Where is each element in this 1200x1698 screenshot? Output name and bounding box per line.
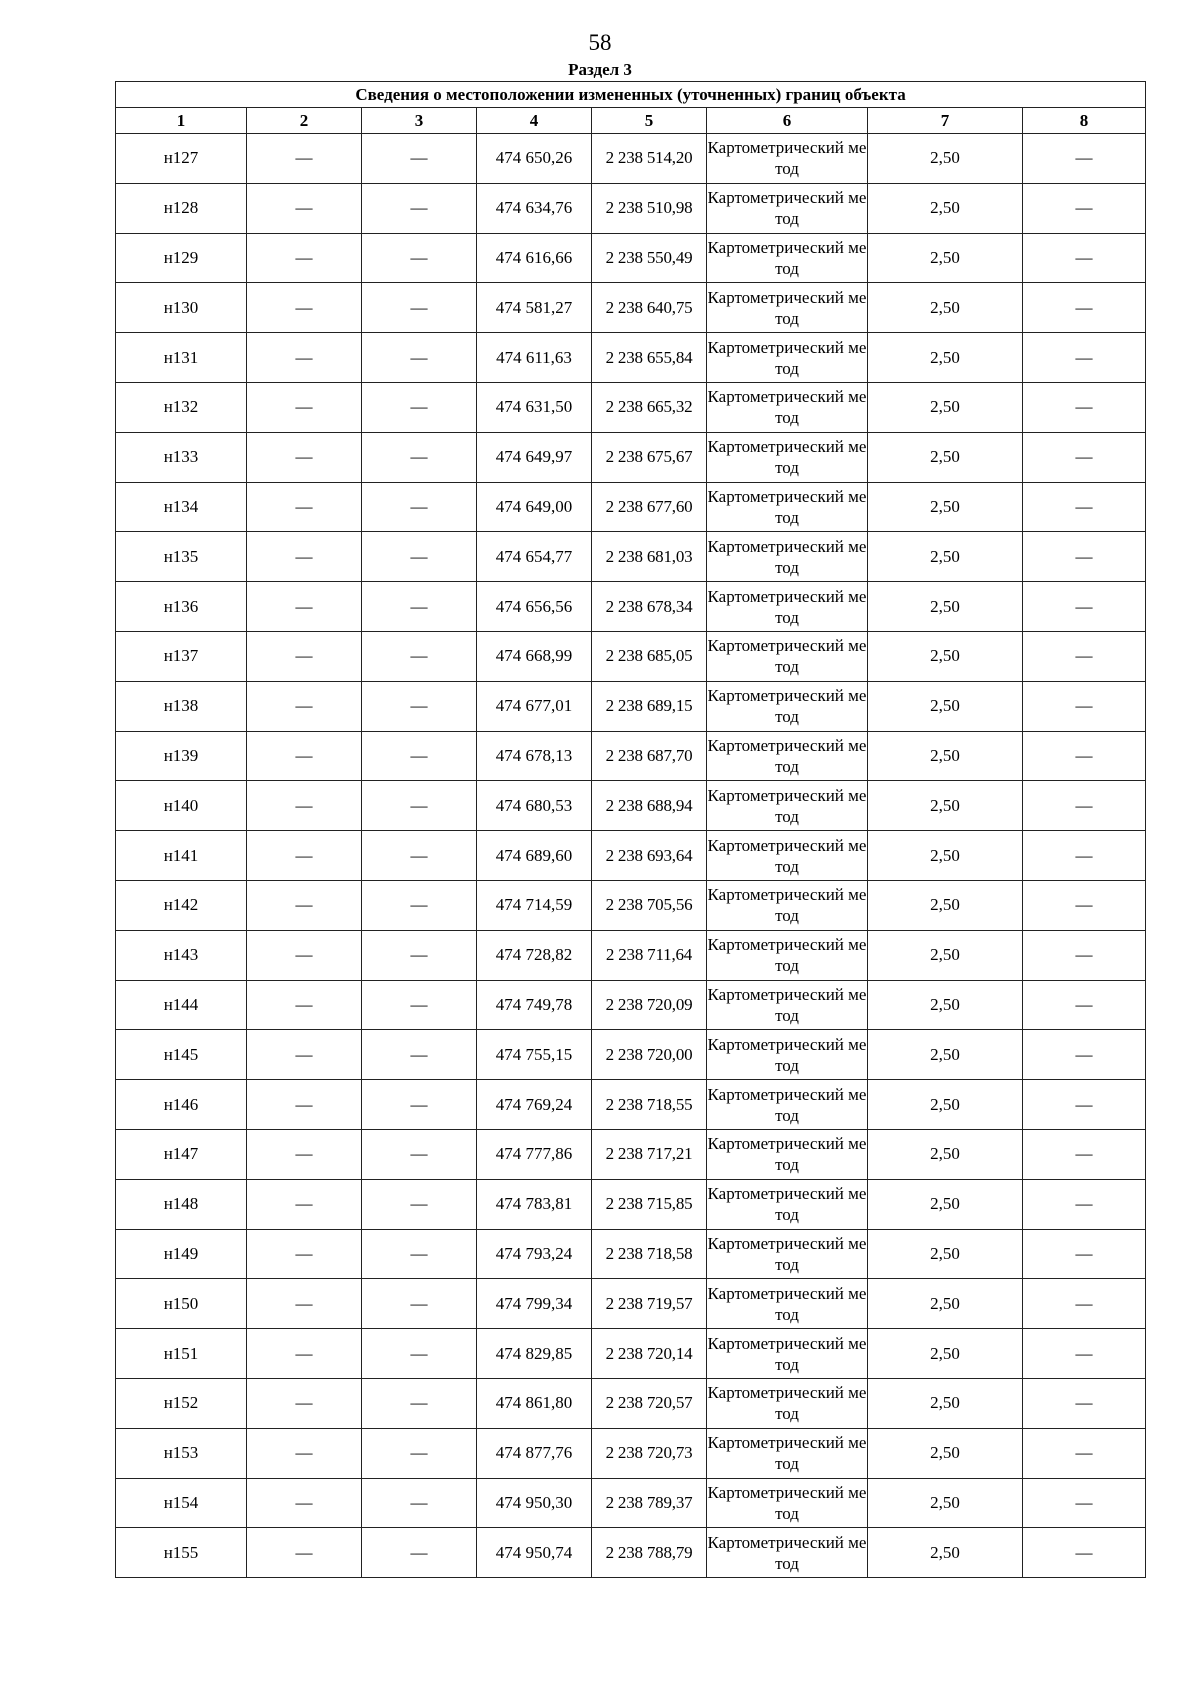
x-coordinate-cell: 474 656,56 xyxy=(477,582,592,632)
table-row xyxy=(116,1528,1146,1578)
x-coordinate-cell: 474 611,63 xyxy=(477,333,592,383)
method-cell: Картометрический метод xyxy=(707,1478,868,1528)
col3-cell: — xyxy=(362,233,477,283)
method-cell: Картометрический метод xyxy=(707,681,868,731)
y-coordinate-cell: 2 238 711,64 xyxy=(592,930,707,980)
method-cell: Картометрический метод xyxy=(707,1179,868,1229)
accuracy-cell: 2,50 xyxy=(868,1329,1023,1379)
y-coordinate-cell: 2 238 687,70 xyxy=(592,731,707,781)
col2-cell: — xyxy=(247,1428,362,1478)
col3-cell: — xyxy=(362,1528,477,1578)
method-cell: Картометрический метод xyxy=(707,831,868,881)
col3-cell: — xyxy=(362,183,477,233)
section-title: Раздел 3 xyxy=(568,60,632,79)
method-cell: Картометрический метод xyxy=(707,134,868,184)
col2-cell: — xyxy=(247,980,362,1030)
y-coordinate-cell: 2 238 718,55 xyxy=(592,1080,707,1130)
accuracy-cell: 2,50 xyxy=(868,1428,1023,1478)
y-coordinate-cell: 2 238 720,57 xyxy=(592,1378,707,1428)
point-id-cell: н146 xyxy=(116,1080,247,1130)
y-coordinate-cell: 2 238 789,37 xyxy=(592,1478,707,1528)
y-coordinate-cell: 2 238 681,03 xyxy=(592,532,707,582)
col8-cell: — xyxy=(1023,1378,1146,1428)
y-coordinate-cell: 2 238 719,57 xyxy=(592,1279,707,1329)
y-coordinate-cell: 2 238 720,09 xyxy=(592,980,707,1030)
point-id-cell: н148 xyxy=(116,1179,247,1229)
column-header: 1 xyxy=(116,108,247,134)
point-id-cell: н144 xyxy=(116,980,247,1030)
col3-cell: — xyxy=(362,1129,477,1179)
col8-cell: — xyxy=(1023,731,1146,781)
col8-cell: — xyxy=(1023,283,1146,333)
accuracy-cell: 2,50 xyxy=(868,831,1023,881)
col3-cell: — xyxy=(362,482,477,532)
y-coordinate-cell: 2 238 788,79 xyxy=(592,1528,707,1578)
y-coordinate-cell: 2 238 677,60 xyxy=(592,482,707,532)
point-id-cell: н139 xyxy=(116,731,247,781)
y-coordinate-cell: 2 238 689,15 xyxy=(592,681,707,731)
method-cell: Картометрический метод xyxy=(707,183,868,233)
table-row xyxy=(116,1279,1146,1329)
col3-cell: — xyxy=(362,930,477,980)
x-coordinate-cell: 474 755,15 xyxy=(477,1030,592,1080)
method-cell: Картометрический метод xyxy=(707,880,868,930)
col3-cell: — xyxy=(362,1080,477,1130)
col3-cell: — xyxy=(362,1329,477,1379)
col8-cell: — xyxy=(1023,631,1146,681)
col8-cell: — xyxy=(1023,582,1146,632)
x-coordinate-cell: 474 677,01 xyxy=(477,681,592,731)
col8-cell: — xyxy=(1023,333,1146,383)
column-header: 4 xyxy=(477,108,592,134)
x-coordinate-cell: 474 793,24 xyxy=(477,1229,592,1279)
table-body xyxy=(116,134,1146,1578)
point-id-cell: н142 xyxy=(116,880,247,930)
method-cell: Картометрический метод xyxy=(707,532,868,582)
x-coordinate-cell: 474 631,50 xyxy=(477,382,592,432)
point-id-cell: н154 xyxy=(116,1478,247,1528)
x-coordinate-cell: 474 783,81 xyxy=(477,1179,592,1229)
point-id-cell: н131 xyxy=(116,333,247,383)
col3-cell: — xyxy=(362,631,477,681)
x-coordinate-cell: 474 678,13 xyxy=(477,731,592,781)
method-cell: Картометрический метод xyxy=(707,731,868,781)
method-cell: Картометрический метод xyxy=(707,582,868,632)
accuracy-cell: 2,50 xyxy=(868,1129,1023,1179)
accuracy-cell: 2,50 xyxy=(868,731,1023,781)
col3-cell: — xyxy=(362,333,477,383)
table-row xyxy=(116,1129,1146,1179)
y-coordinate-cell: 2 238 705,56 xyxy=(592,880,707,930)
accuracy-cell: 2,50 xyxy=(868,283,1023,333)
point-id-cell: н153 xyxy=(116,1428,247,1478)
col2-cell: — xyxy=(247,930,362,980)
y-coordinate-cell: 2 238 720,73 xyxy=(592,1428,707,1478)
table-row xyxy=(116,880,1146,930)
accuracy-cell: 2,50 xyxy=(868,582,1023,632)
table-row xyxy=(116,681,1146,731)
table-row xyxy=(116,1229,1146,1279)
y-coordinate-cell: 2 238 688,94 xyxy=(592,781,707,831)
method-cell: Картометрический метод xyxy=(707,1329,868,1379)
y-coordinate-cell: 2 238 720,14 xyxy=(592,1329,707,1379)
col2-cell: — xyxy=(247,831,362,881)
table-row xyxy=(116,532,1146,582)
point-id-cell: н151 xyxy=(116,1329,247,1379)
accuracy-cell: 2,50 xyxy=(868,382,1023,432)
table-row xyxy=(116,382,1146,432)
point-id-cell: н132 xyxy=(116,382,247,432)
col2-cell: — xyxy=(247,631,362,681)
col2-cell: — xyxy=(247,183,362,233)
x-coordinate-cell: 474 668,99 xyxy=(477,631,592,681)
accuracy-cell: 2,50 xyxy=(868,233,1023,283)
col8-cell: — xyxy=(1023,930,1146,980)
y-coordinate-cell: 2 238 655,84 xyxy=(592,333,707,383)
table-row xyxy=(116,582,1146,632)
col3-cell: — xyxy=(362,134,477,184)
table-row xyxy=(116,1428,1146,1478)
col3-cell: — xyxy=(362,283,477,333)
x-coordinate-cell: 474 728,82 xyxy=(477,930,592,980)
accuracy-cell: 2,50 xyxy=(868,781,1023,831)
method-cell: Картометрический метод xyxy=(707,930,868,980)
table-row xyxy=(116,1080,1146,1130)
x-coordinate-cell: 474 649,97 xyxy=(477,432,592,482)
accuracy-cell: 2,50 xyxy=(868,183,1023,233)
point-id-cell: н145 xyxy=(116,1030,247,1080)
col3-cell: — xyxy=(362,1179,477,1229)
col2-cell: — xyxy=(247,582,362,632)
method-cell: Картометрический метод xyxy=(707,432,868,482)
table-caption: Сведения о местоположении измененных (уточненных) границ объекта xyxy=(116,82,1146,108)
point-id-cell: н147 xyxy=(116,1129,247,1179)
col3-cell: — xyxy=(362,1229,477,1279)
col3-cell: — xyxy=(362,1478,477,1528)
y-coordinate-cell: 2 238 715,85 xyxy=(592,1179,707,1229)
table-caption-row xyxy=(116,82,1146,108)
method-cell: Картометрический метод xyxy=(707,1279,868,1329)
table-row xyxy=(116,432,1146,482)
accuracy-cell: 2,50 xyxy=(868,1229,1023,1279)
point-id-cell: н152 xyxy=(116,1378,247,1428)
column-header: 5 xyxy=(592,108,707,134)
col2-cell: — xyxy=(247,1528,362,1578)
col8-cell: — xyxy=(1023,1229,1146,1279)
col3-cell: — xyxy=(362,781,477,831)
accuracy-cell: 2,50 xyxy=(868,1378,1023,1428)
x-coordinate-cell: 474 749,78 xyxy=(477,980,592,1030)
col2-cell: — xyxy=(247,382,362,432)
col2-cell: — xyxy=(247,333,362,383)
table-row xyxy=(116,333,1146,383)
col8-cell: — xyxy=(1023,781,1146,831)
col8-cell: — xyxy=(1023,1279,1146,1329)
method-cell: Картометрический метод xyxy=(707,1229,868,1279)
col3-cell: — xyxy=(362,880,477,930)
method-cell: Картометрический метод xyxy=(707,631,868,681)
x-coordinate-cell: 474 799,34 xyxy=(477,1279,592,1329)
method-cell: Картометрический метод xyxy=(707,1129,868,1179)
point-id-cell: н137 xyxy=(116,631,247,681)
col8-cell: — xyxy=(1023,1329,1146,1379)
table-row xyxy=(116,233,1146,283)
method-cell: Картометрический метод xyxy=(707,382,868,432)
accuracy-cell: 2,50 xyxy=(868,1179,1023,1229)
x-coordinate-cell: 474 714,59 xyxy=(477,880,592,930)
table-row xyxy=(116,980,1146,1030)
table-row xyxy=(116,1378,1146,1428)
col2-cell: — xyxy=(247,880,362,930)
col3-cell: — xyxy=(362,1428,477,1478)
y-coordinate-cell: 2 238 693,64 xyxy=(592,831,707,881)
col3-cell: — xyxy=(362,382,477,432)
point-id-cell: н155 xyxy=(116,1528,247,1578)
col8-cell: — xyxy=(1023,880,1146,930)
method-cell: Картометрический метод xyxy=(707,233,868,283)
col3-cell: — xyxy=(362,831,477,881)
accuracy-cell: 2,50 xyxy=(868,681,1023,731)
accuracy-cell: 2,50 xyxy=(868,134,1023,184)
y-coordinate-cell: 2 238 510,98 xyxy=(592,183,707,233)
table-row xyxy=(116,930,1146,980)
accuracy-cell: 2,50 xyxy=(868,1528,1023,1578)
y-coordinate-cell: 2 238 514,20 xyxy=(592,134,707,184)
method-cell: Картометрический метод xyxy=(707,1378,868,1428)
col8-cell: — xyxy=(1023,432,1146,482)
col3-cell: — xyxy=(362,532,477,582)
x-coordinate-cell: 474 861,80 xyxy=(477,1378,592,1428)
table-row xyxy=(116,781,1146,831)
x-coordinate-cell: 474 634,76 xyxy=(477,183,592,233)
method-cell: Картометрический метод xyxy=(707,1428,868,1478)
method-cell: Картометрический метод xyxy=(707,283,868,333)
col8-cell: — xyxy=(1023,1080,1146,1130)
point-id-cell: н129 xyxy=(116,233,247,283)
point-id-cell: н128 xyxy=(116,183,247,233)
col2-cell: — xyxy=(247,1229,362,1279)
point-id-cell: н127 xyxy=(116,134,247,184)
y-coordinate-cell: 2 238 665,32 xyxy=(592,382,707,432)
col8-cell: — xyxy=(1023,532,1146,582)
col3-cell: — xyxy=(362,681,477,731)
y-coordinate-cell: 2 238 675,67 xyxy=(592,432,707,482)
y-coordinate-cell: 2 238 717,21 xyxy=(592,1129,707,1179)
x-coordinate-cell: 474 777,86 xyxy=(477,1129,592,1179)
column-header: 2 xyxy=(247,108,362,134)
col8-cell: — xyxy=(1023,1129,1146,1179)
col2-cell: — xyxy=(247,283,362,333)
accuracy-cell: 2,50 xyxy=(868,482,1023,532)
table-header-row xyxy=(116,108,1146,134)
accuracy-cell: 2,50 xyxy=(868,631,1023,681)
method-cell: Картометрический метод xyxy=(707,482,868,532)
col2-cell: — xyxy=(247,1378,362,1428)
y-coordinate-cell: 2 238 678,34 xyxy=(592,582,707,632)
col8-cell: — xyxy=(1023,831,1146,881)
method-cell: Картометрический метод xyxy=(707,1528,868,1578)
col2-cell: — xyxy=(247,1478,362,1528)
accuracy-cell: 2,50 xyxy=(868,980,1023,1030)
point-id-cell: н130 xyxy=(116,283,247,333)
x-coordinate-cell: 474 689,60 xyxy=(477,831,592,881)
point-id-cell: н150 xyxy=(116,1279,247,1329)
col2-cell: — xyxy=(247,781,362,831)
table-row xyxy=(116,1329,1146,1379)
col2-cell: — xyxy=(247,1179,362,1229)
accuracy-cell: 2,50 xyxy=(868,930,1023,980)
y-coordinate-cell: 2 238 718,58 xyxy=(592,1229,707,1279)
x-coordinate-cell: 474 950,30 xyxy=(477,1478,592,1528)
table-row xyxy=(116,1030,1146,1080)
col2-cell: — xyxy=(247,432,362,482)
col8-cell: — xyxy=(1023,1428,1146,1478)
col8-cell: — xyxy=(1023,681,1146,731)
accuracy-cell: 2,50 xyxy=(868,1279,1023,1329)
method-cell: Картометрический метод xyxy=(707,333,868,383)
x-coordinate-cell: 474 649,00 xyxy=(477,482,592,532)
page-number: 58 xyxy=(588,30,612,55)
point-id-cell: н134 xyxy=(116,482,247,532)
point-id-cell: н141 xyxy=(116,831,247,881)
col3-cell: — xyxy=(362,1378,477,1428)
point-id-cell: н143 xyxy=(116,930,247,980)
table-row xyxy=(116,283,1146,333)
y-coordinate-cell: 2 238 550,49 xyxy=(592,233,707,283)
col2-cell: — xyxy=(247,1329,362,1379)
y-coordinate-cell: 2 238 720,00 xyxy=(592,1030,707,1080)
col8-cell: — xyxy=(1023,382,1146,432)
accuracy-cell: 2,50 xyxy=(868,532,1023,582)
x-coordinate-cell: 474 769,24 xyxy=(477,1080,592,1130)
accuracy-cell: 2,50 xyxy=(868,432,1023,482)
col8-cell: — xyxy=(1023,1179,1146,1229)
x-coordinate-cell: 474 581,27 xyxy=(477,283,592,333)
col2-cell: — xyxy=(247,134,362,184)
point-id-cell: н136 xyxy=(116,582,247,632)
accuracy-cell: 2,50 xyxy=(868,1080,1023,1130)
x-coordinate-cell: 474 829,85 xyxy=(477,1329,592,1379)
x-coordinate-cell: 474 680,53 xyxy=(477,781,592,831)
col2-cell: — xyxy=(247,731,362,781)
col8-cell: — xyxy=(1023,183,1146,233)
col2-cell: — xyxy=(247,1129,362,1179)
accuracy-cell: 2,50 xyxy=(868,1030,1023,1080)
col3-cell: — xyxy=(362,980,477,1030)
col2-cell: — xyxy=(247,681,362,731)
column-header: 8 xyxy=(1023,108,1146,134)
col8-cell: — xyxy=(1023,1528,1146,1578)
col2-cell: — xyxy=(247,233,362,283)
col2-cell: — xyxy=(247,1030,362,1080)
point-id-cell: н140 xyxy=(116,781,247,831)
col8-cell: — xyxy=(1023,134,1146,184)
method-cell: Картометрический метод xyxy=(707,781,868,831)
x-coordinate-cell: 474 616,66 xyxy=(477,233,592,283)
table-row xyxy=(116,1179,1146,1229)
col8-cell: — xyxy=(1023,233,1146,283)
col8-cell: — xyxy=(1023,1478,1146,1528)
column-header: 6 xyxy=(707,108,868,134)
accuracy-cell: 2,50 xyxy=(868,880,1023,930)
point-id-cell: н133 xyxy=(116,432,247,482)
table-row xyxy=(116,482,1146,532)
table-row xyxy=(116,731,1146,781)
col3-cell: — xyxy=(362,582,477,632)
col3-cell: — xyxy=(362,731,477,781)
y-coordinate-cell: 2 238 685,05 xyxy=(592,631,707,681)
accuracy-cell: 2,50 xyxy=(868,333,1023,383)
method-cell: Картометрический метод xyxy=(707,980,868,1030)
table-row xyxy=(116,1478,1146,1528)
col2-cell: — xyxy=(247,1080,362,1130)
x-coordinate-cell: 474 650,26 xyxy=(477,134,592,184)
x-coordinate-cell: 474 877,76 xyxy=(477,1428,592,1478)
point-id-cell: н135 xyxy=(116,532,247,582)
x-coordinate-cell: 474 654,77 xyxy=(477,532,592,582)
y-coordinate-cell: 2 238 640,75 xyxy=(592,283,707,333)
table-row xyxy=(116,631,1146,681)
method-cell: Картометрический метод xyxy=(707,1030,868,1080)
col3-cell: — xyxy=(362,1030,477,1080)
column-header: 7 xyxy=(868,108,1023,134)
col8-cell: — xyxy=(1023,980,1146,1030)
column-header: 3 xyxy=(362,108,477,134)
col3-cell: — xyxy=(362,1279,477,1329)
x-coordinate-cell: 474 950,74 xyxy=(477,1528,592,1578)
col2-cell: — xyxy=(247,1279,362,1329)
point-id-cell: н138 xyxy=(116,681,247,731)
col2-cell: — xyxy=(247,482,362,532)
col8-cell: — xyxy=(1023,482,1146,532)
table-row xyxy=(116,134,1146,184)
table-row xyxy=(116,831,1146,881)
col3-cell: — xyxy=(362,432,477,482)
col2-cell: — xyxy=(247,532,362,582)
table-row xyxy=(116,183,1146,233)
col8-cell: — xyxy=(1023,1030,1146,1080)
method-cell: Картометрический метод xyxy=(707,1080,868,1130)
point-id-cell: н149 xyxy=(116,1229,247,1279)
accuracy-cell: 2,50 xyxy=(868,1478,1023,1528)
boundary-coordinates-table xyxy=(115,81,1146,1578)
